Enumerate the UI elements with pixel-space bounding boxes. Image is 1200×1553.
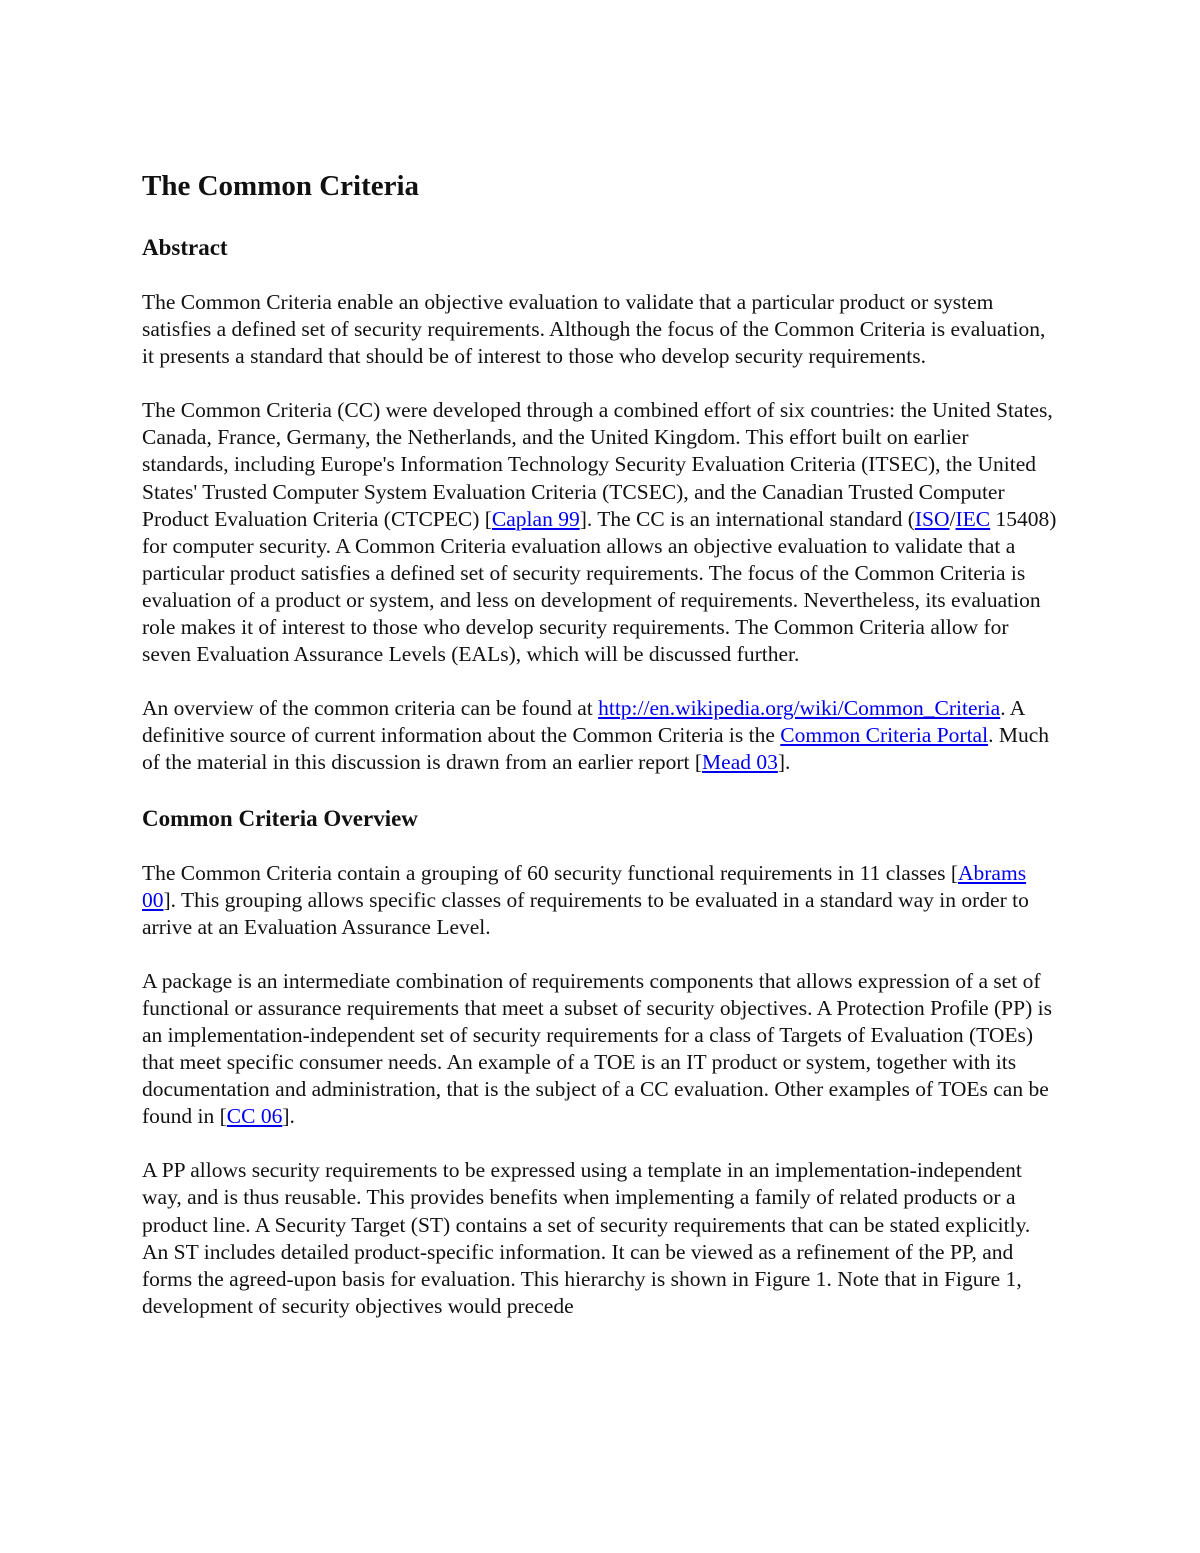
mead-03-link[interactable]: Mead 03 xyxy=(702,750,778,775)
overview-paragraph-3: A PP allows security requirements to be expressed using a template in an implementation-independent way, and is thus reusable. This provides benefits when implementing a family of related products or a product line. A Security Target (ST) contains a set of security requirements that can be stated explicitly. An ST includes detailed product-specific information. It can be viewed as a refinement of the PP, and forms the agreed-upon basis for evaluation. This hierarchy is shown in Figure 1. Note that in Figure 1, development of security objectives would precede xyxy=(142,1158,1031,1318)
caplan-99-link[interactable]: Caplan 99 xyxy=(491,506,580,531)
cc-06-link[interactable]: CC 06 xyxy=(226,1104,283,1129)
text-run: 15408) for computer security. A Common Criteria evaluation allows an objective evaluation to validate that a particular product satisfies a defined set of security requirements. The focus of the Common Criteria is evaluation of a product or system, and less on development of requirements. Nevertheless, its evaluation role makes it of interest to those who develop security requirements. The Common Criteria allow for seven Evaluation Assurance Levels (EALs), which will be discussed further. xyxy=(142,506,1057,667)
text-run: An overview of the common criteria can be found at xyxy=(142,696,599,721)
text-run: ]. The CC is an international standard ( xyxy=(579,506,915,531)
common-criteria-portal-link[interactable]: Common Criteria Portal xyxy=(780,723,989,748)
abstract-paragraph-3 xyxy=(142,695,1057,776)
text-run: A package is an intermediate combination of requirements components that allows expression of a set of functional or assurance requirements that meet a subset of security objectives. A Protection Profile (PP) is an implementation-independent set of security requirements for a class of Targets of Evaluation (TOEs) that meet specific consumer needs. An example of a TOE is an IT product or system, together with its documentation and administration, that is the subject of a CC evaluation. Other examples of TOEs can be found in [ xyxy=(142,968,1052,1129)
abstract-paragraph-2 xyxy=(142,397,1057,668)
overview-paragraph-1 xyxy=(142,860,1057,941)
abstract-paragraph-1: The Common Criteria enable an objective evaluation to validate that a particular product or system satisfies a defined set of security requirements. Although the focus of the Common Criteria is evaluation, it presents a standard that should be of interest to those who develop security requirements. xyxy=(142,290,1046,369)
iec-link[interactable]: IEC xyxy=(955,506,991,531)
text-run: ]. This grouping allows specific classes of requirements to be evaluated in a standard way in order to arrive at an Evaluation Assurance Level. xyxy=(142,887,1029,939)
text-run: The Common Criteria (CC) were developed through a combined effort of six countries: the United States, Canada, France, Germany, the Netherlands, and the United Kingdom. This effort built on earlier standards, including Europe's Information Technology Security Evaluation Criteria (ITSEC), the United States' Trusted Computer System Evaluation Criteria (TCSEC), and the Canadian Trusted Computer Product Evaluation Criteria (CTCPEC) [ xyxy=(142,398,1053,531)
text-run: ]. xyxy=(282,1104,295,1129)
abrams-00-link[interactable]: Abrams 00 xyxy=(142,860,1027,912)
text-run: . Much of the material in this discussion is drawn from an earlier report [ xyxy=(142,723,1049,775)
text-run: ]. xyxy=(777,750,791,775)
document-body xyxy=(142,166,1057,1347)
text-run: The Common Criteria contain a grouping of 60 security functional requirements in 11 classes [ xyxy=(142,860,958,885)
abstract-heading: Abstract xyxy=(142,235,228,260)
text-run: . A definitive source of current information about the Common Criteria is the xyxy=(142,696,1025,748)
overview-heading: Common Criteria Overview xyxy=(142,805,418,831)
text-run: / xyxy=(949,506,956,531)
iso-link[interactable]: ISO xyxy=(914,506,950,531)
page-title: The Common Criteria xyxy=(142,170,420,202)
wikipedia-link[interactable]: http://en.wikipedia.org/wiki/Common_Criteria xyxy=(598,696,1001,721)
overview-paragraph-2 xyxy=(142,968,1057,1131)
